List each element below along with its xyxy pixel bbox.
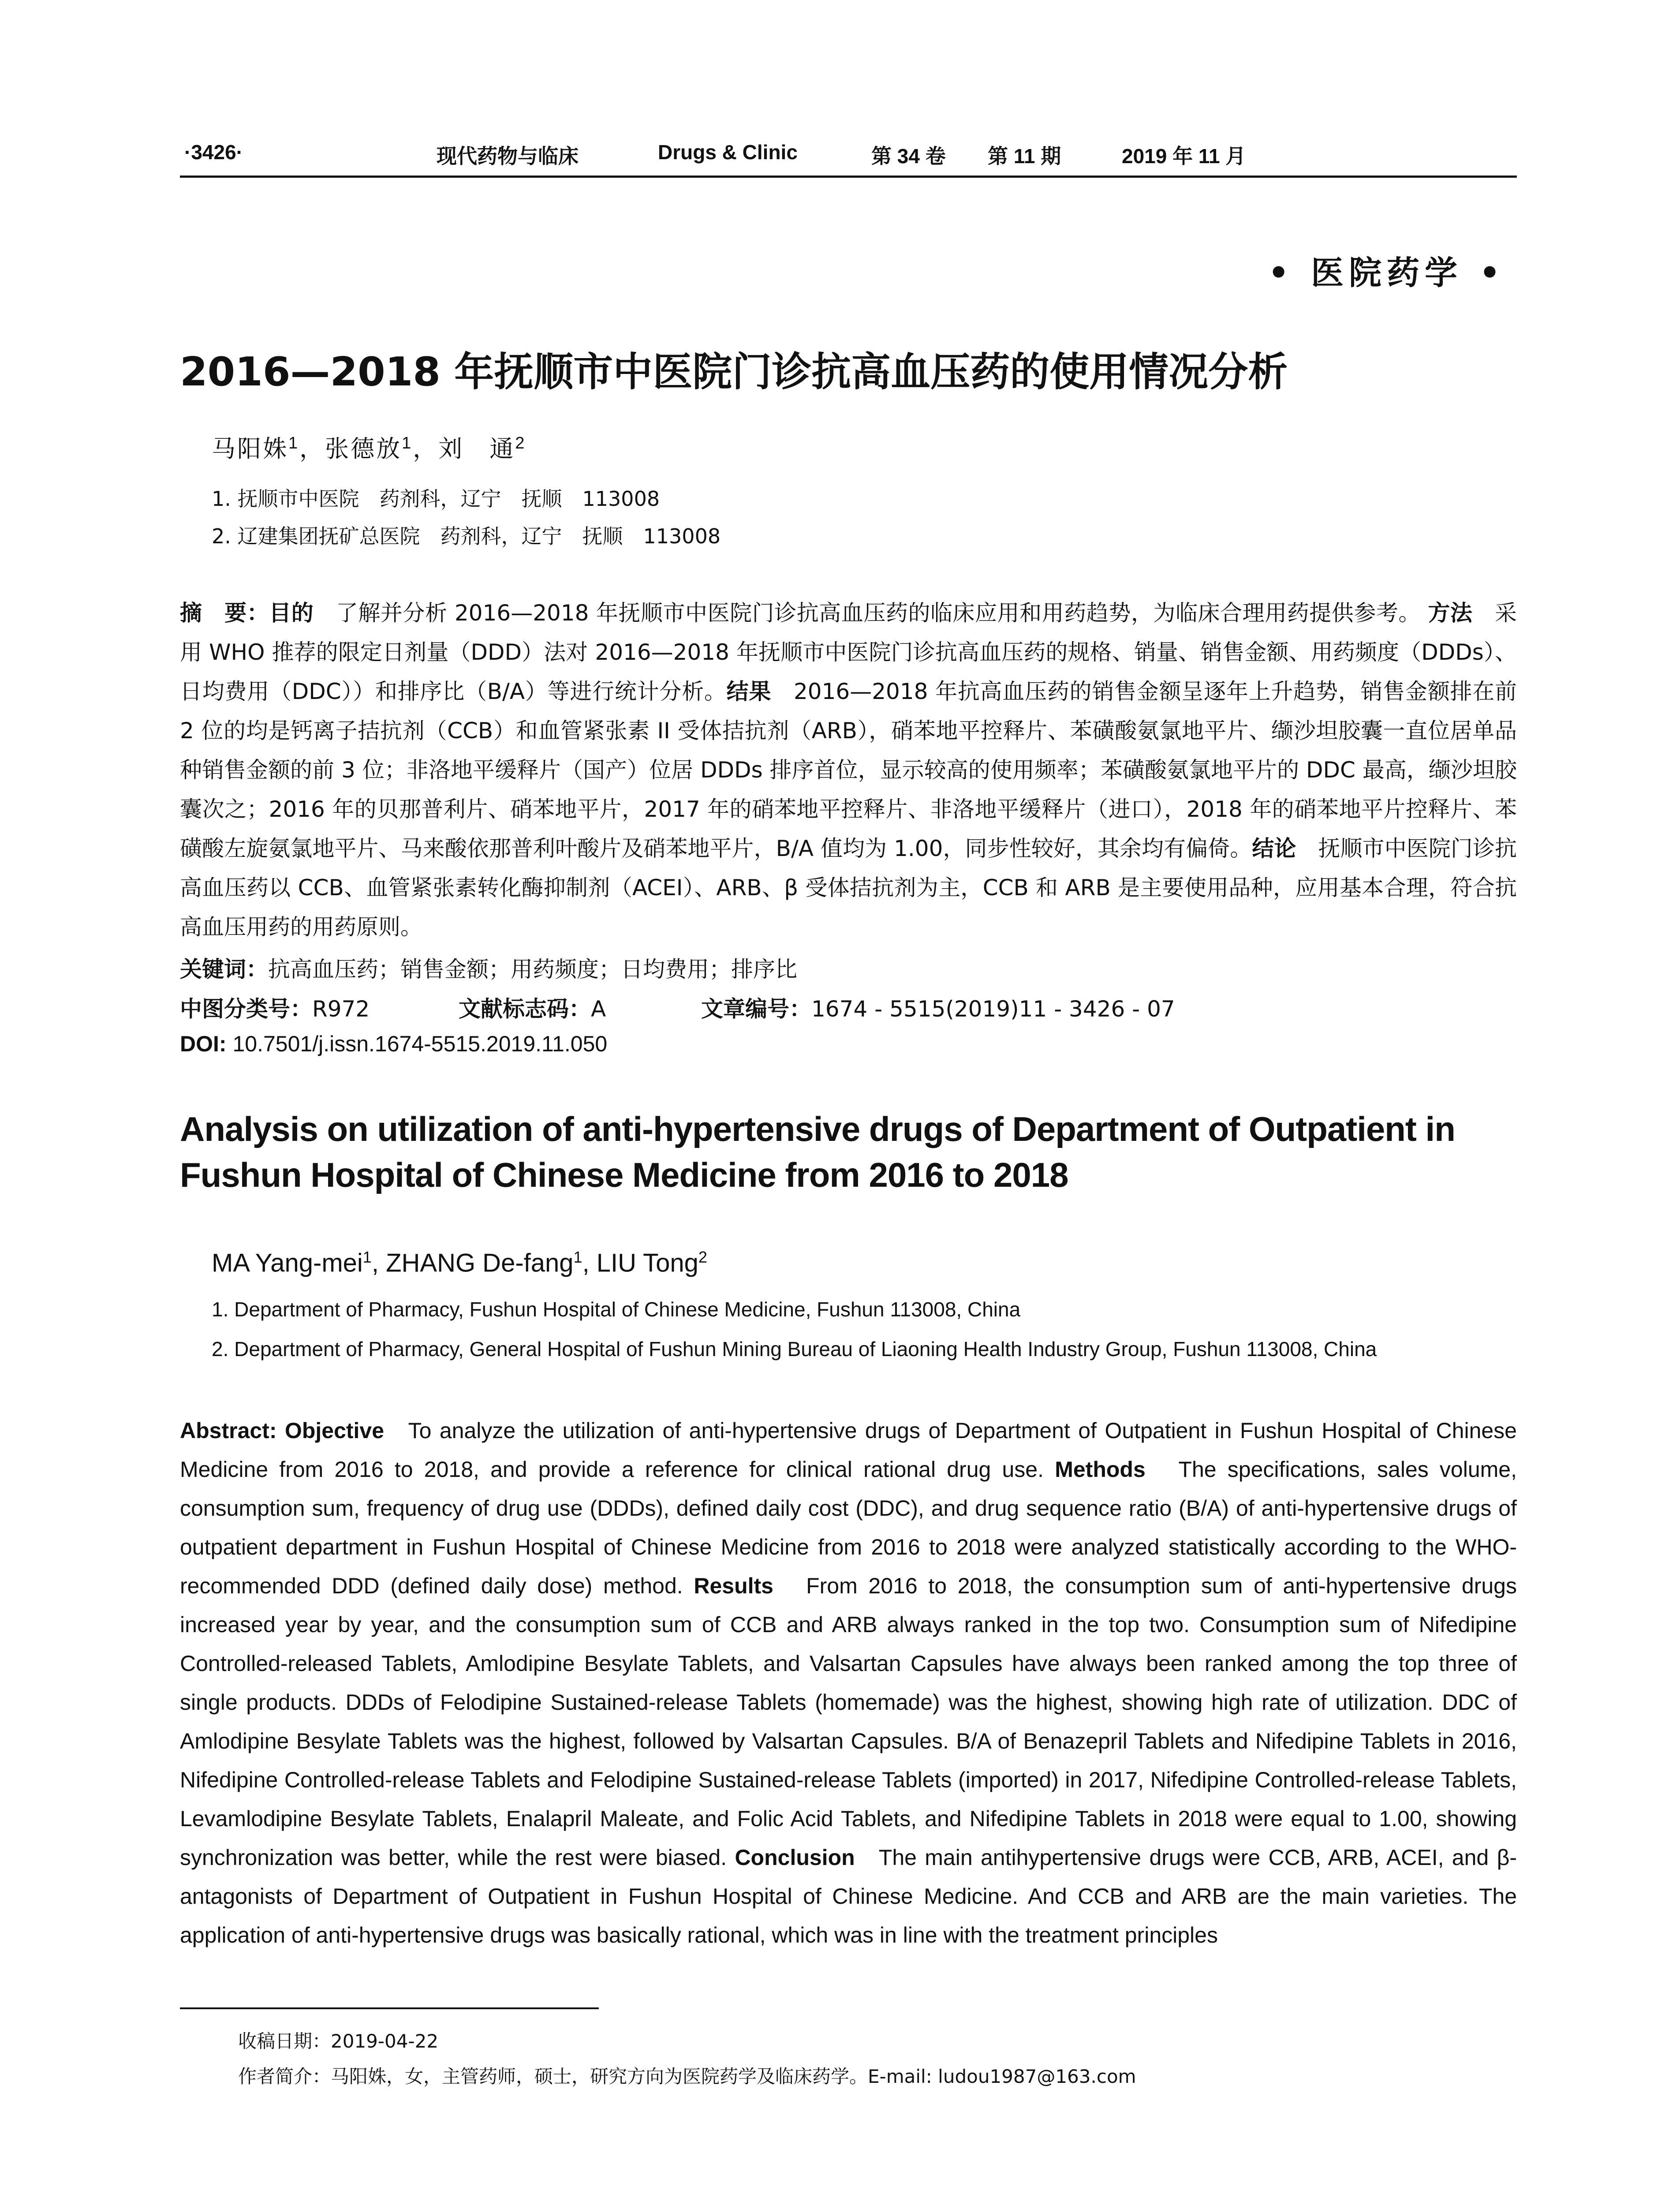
section-label: • 医院药学 • (1268, 254, 1506, 292)
journal-name-en: Drugs & Clinic (658, 141, 798, 164)
doi-value: 10.7501/j.issn.1674-5515.2019.11.050 (232, 1031, 608, 1056)
volume: 第 34 卷 (871, 145, 946, 168)
header-rule (180, 176, 1517, 178)
article-id-value: 1674 - 5515(2019)11 - 3426 - 07 (811, 996, 1175, 1022)
footnote-rule (180, 2007, 599, 2009)
authors-en: MA Yang-mei$^1$, ZHANG De-fang$^1$, LIU Tong$^2$ (212, 1248, 707, 1278)
document-code (459, 991, 606, 1023)
authors-cn (212, 430, 526, 464)
keywords-label: 关键词： (180, 957, 268, 982)
abstract-en (180, 1411, 1517, 1955)
article-id-label: 文章编号： (701, 996, 811, 1022)
article-id (701, 991, 1175, 1023)
author-3-mark-en: 2 (698, 1248, 707, 1266)
author-bio: 作者简介：马阳姝，女，主管药师，硕士，研究方向为医院药学及临床药学。E-mail: ludou1987@163.com (238, 2066, 1136, 2087)
conclusion-text-en: The main antihypertensive drugs were CCB, ARB, ACEI, and β-antagonists of Department of Outpatient in Fushun Hospital of Chinese Medicine. And CCB and ARB are the main varieties. The application of anti-hypertensive drugs was basically rational, which was in line with the treatment principles (180, 1845, 1517, 1947)
results-label-en: Results (694, 1573, 773, 1598)
methods-text-cn: 采用 WHO 推荐的限定日剂量（DDD）法对 2016—2018 年抚顺市中医院门诊抗高血压药的规格、销量、销售金额、用药频度（DDDs）、日均费用（DDC））和排序比（B/A）等进行统计分析。 (180, 600, 1517, 704)
author-2-mark: 1 (402, 434, 413, 452)
title-en: Analysis on utilization of anti-hypertensive drugs of Department of Outpatient in Fushun Hospital of Chinese Medicine from 2016 to 2018 (180, 1110, 1455, 1194)
author-3-en: LIU Tong (596, 1248, 698, 1278)
doc-code-value: A (591, 996, 606, 1022)
abstract-cn (180, 594, 1517, 947)
affiliation-cn-2: 2. 辽建集团抚矿总医院 药剂科，辽宁 抚顺 113008 (212, 524, 721, 548)
doc-code-label: 文献标志码： (459, 996, 591, 1022)
clc-number (180, 991, 370, 1023)
issue-date: 2019 年 11 月 (1122, 145, 1246, 168)
results-text-cn: 2016—2018 年抗高血压药的销售金额呈逐年上升趋势，销售金额排在前 2 位的均是钙离子拮抗剂（CCB）和血管紧张素 II 受体拮抗剂（ARB），硝苯地平控释片、苯磺酸氨氯地平片、缬沙坦胶囊一直位居单品种销售金额的前 3 位；非洛地平缓释片（国产）位居 DDDs 排序首位，显示较高的使用频率；苯磺酸氨氯地平片的 DDC 最高，缬沙坦胶囊次之；2016 年的贝那普利片、硝苯地平片，2017 年的硝苯地平控释片、非洛地平缓释片（进口），2018 年的硝苯地平片控释片、苯磺酸左旋氨氯地平片、马来酸依那普利叶酸片及硝苯地平片，B/A 值均为 1.00，同步性较好，其余均有偏倚。 (180, 679, 1517, 861)
affiliation-en-2: 2. Department of Pharmacy, General Hospital of Fushun Mining Bureau of Liaoning Health Industry Group, Fushun 113008, China (212, 1338, 1377, 1360)
issue: 第 11 期 (988, 145, 1061, 168)
results-label-cn: 结果 (726, 679, 772, 704)
conclusion-label-en: Conclusion (735, 1845, 855, 1870)
journal-name-cn: 现代药物与临床 (437, 144, 579, 168)
author-3-cn: 刘 通 (438, 435, 515, 463)
author-1-cn: 马阳姝 (212, 435, 288, 463)
objective-text-cn: 了解并分析 2016—2018 年抚顺市中医院门诊抗高血压药的临床应用和用药趋势，为临床合理用药提供参考。 (336, 600, 1421, 626)
clc-label: 中图分类号： (180, 996, 312, 1022)
doi (180, 1031, 607, 1057)
author-sep: ， (299, 435, 325, 463)
keywords-cn (180, 952, 797, 983)
clc-value: R972 (312, 996, 370, 1022)
author-3-mark: 2 (515, 434, 526, 452)
page-number: ·3426· (184, 141, 243, 164)
affiliation-en-1: 1. Department of Pharmacy, Fushun Hospital of Chinese Medicine, Fushun 113008, China (212, 1298, 1021, 1321)
abstract-label-cn: 摘 要： (180, 600, 269, 626)
doi-label: DOI: (180, 1031, 227, 1056)
author-2-en: ZHANG De-fang (386, 1248, 574, 1278)
author-2-mark-en: 1 (573, 1248, 582, 1266)
affiliation-cn-1: 1. 抚顺市中医院 药剂科，辽宁 抚顺 113008 (212, 487, 660, 511)
received-date: 收稿日期：2019-04-22 (238, 2030, 439, 2052)
results-text-en: From 2016 to 2018, the consumption sum of anti-hypertensive drugs increased year by year, and the consumption sum of CCB and ARB always ranked in the top two. Consumption sum of Nifedipine Controlled-released Tablets, Amlodipine Besylate Tablets, and Valsartan Capsules have always been ranked among the top three of single products. DDDs of Felodipine Sustained-release Tablets (homemade) was the highest, showing high rate of utilization. DDC of Amlodipine Besylate Tablets was the highest, followed by Valsartan Capsules. B/A of Benazepril Tablets and Nifedipine Tablets in 2016, Nifedipine Controlled-release Tablets and Felodipine Sustained-release Tablets (imported) in 2017, Nifedipine Controlled-release Tablets, Levamlodipine Besylate Tablets, Enalapril Maleate, and Folic Acid Tablets, and Nifedipine Tablets in 2018 were equal to 1.00, showing synchronization was better, while the rest were biased. (180, 1573, 1517, 1870)
methods-label-cn: 方法 (1428, 600, 1473, 626)
conclusion-text-cn: 抚顺市中医院门诊抗高血压药以 CCB、血管紧张素转化酶抑制剂（ACEI）、ARB、β 受体拮抗剂为主，CCB 和 ARB 是主要使用品种，应用基本合理，符合抗高血压用药的用药原则。 (180, 836, 1517, 940)
title-cn: 2016—2018 年抚顺市中医院门诊抗高血压药的使用情况分析 (180, 349, 1288, 395)
author-2-cn: 张德放 (325, 435, 402, 463)
author-1-en: MA Yang-mei (212, 1248, 363, 1278)
author-1-mark-en: 1 (362, 1248, 372, 1266)
objective-text-en: To analyze the utilization of anti-hypertensive drugs of Department of Outpatient in Fushun Hospital of Chinese Medicine from 2016 to 2018, and provide a reference for clinical rational drug use. (180, 1418, 1517, 1482)
conclusion-label-cn: 结论 (1252, 836, 1296, 861)
methods-text-en: The specifications, sales volume, consumption sum, frequency of drug use (DDDs), defined daily cost (DDC), and drug sequence ratio (B/A) of anti-hypertensive drugs of outpatient department in Fushun Hospital of Chinese Medicine from 2016 to 2018 were analyzed statistically according to the WHO-recommended DDD (defined daily dose) method. (180, 1457, 1517, 1598)
keywords-text: 抗高血压药；销售金额；用药频度；日均费用；排序比 (268, 957, 797, 982)
author-sep: ， (413, 435, 439, 463)
author-1-mark: 1 (288, 434, 300, 452)
objective-label-en: Objective (284, 1418, 385, 1443)
objective-label-cn: 目的 (269, 600, 314, 626)
abstract-label-en: Abstract: (180, 1418, 277, 1443)
methods-label-en: Methods (1055, 1457, 1146, 1482)
